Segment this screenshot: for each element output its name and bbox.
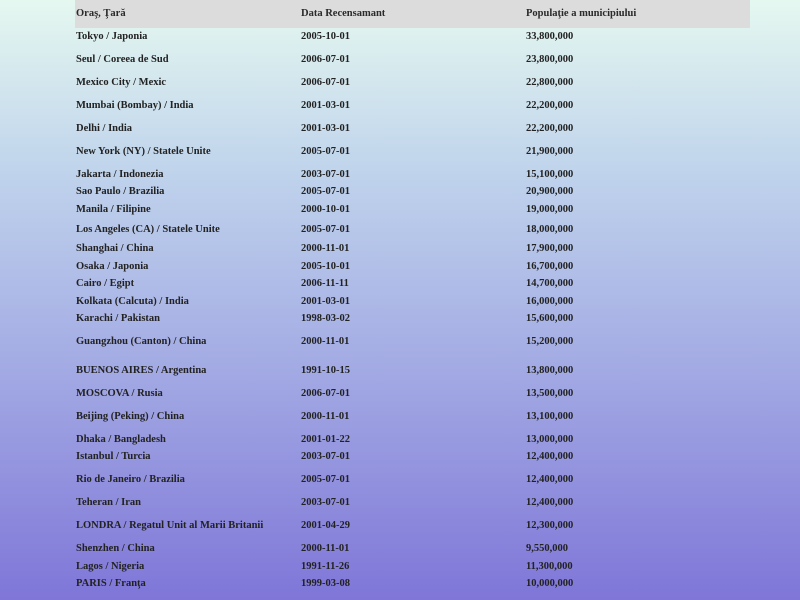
cell-population: 22,800,000 xyxy=(526,77,574,88)
cell-census-date: 2001-04-29 xyxy=(301,520,350,531)
cell-city-country: MOSCOVA / Rusia xyxy=(76,388,163,399)
table-row xyxy=(75,144,750,160)
cell-census-date: 2006-07-01 xyxy=(301,77,350,88)
cell-census-date: 2006-11-11 xyxy=(301,278,349,289)
cell-city-country: Beijing (Peking) / China xyxy=(76,411,185,422)
table-row xyxy=(75,294,750,310)
cell-population: 15,100,000 xyxy=(526,169,574,180)
cell-census-date: 2001-03-01 xyxy=(301,296,350,307)
cell-city-country: Dhaka / Bangladesh xyxy=(76,434,166,445)
cell-population: 13,100,000 xyxy=(526,411,574,422)
table-row xyxy=(75,449,750,465)
cell-census-date: 2005-07-01 xyxy=(301,224,350,235)
cell-city-country: Mexico City / Mexic xyxy=(76,77,167,88)
cell-city-country: PARIS / Franţa xyxy=(76,578,146,589)
cell-city-country: Shanghai / China xyxy=(76,243,154,254)
cell-population: 21,900,000 xyxy=(526,146,574,157)
cell-census-date: 2005-10-01 xyxy=(301,31,350,42)
cell-population: 18,000,000 xyxy=(526,224,574,235)
header-city-country: Oraş, Ţară xyxy=(76,8,126,19)
table-row xyxy=(75,98,750,114)
table-row xyxy=(75,311,750,327)
cell-city-country: Tokyo / Japonia xyxy=(76,31,148,42)
cell-population: 16,000,000 xyxy=(526,296,574,307)
table-row xyxy=(75,409,750,425)
cell-census-date: 2000-11-01 xyxy=(301,543,350,554)
city-population-table xyxy=(75,0,750,600)
cell-city-country: Karachi / Pakistan xyxy=(76,313,161,324)
table-row xyxy=(75,202,750,218)
cell-population: 22,200,000 xyxy=(526,100,574,111)
cell-population: 15,200,000 xyxy=(526,336,574,347)
cell-city-country: BUENOS AIRES / Argentina xyxy=(76,365,207,376)
cell-population: 17,900,000 xyxy=(526,243,574,254)
cell-population: 12,300,000 xyxy=(526,520,574,531)
cell-census-date: 2003-07-01 xyxy=(301,451,350,462)
cell-population: 23,800,000 xyxy=(526,54,574,65)
cell-population: 20,900,000 xyxy=(526,186,574,197)
table-row xyxy=(75,518,750,534)
header-population: Populaţie a municipiului xyxy=(526,8,637,19)
cell-census-date: 2001-01-22 xyxy=(301,434,350,445)
table-row xyxy=(75,29,750,45)
cell-census-date: 2005-07-01 xyxy=(301,186,350,197)
cell-city-country: Shenzhen / China xyxy=(76,543,155,554)
table-row xyxy=(75,121,750,137)
cell-census-date: 2000-10-01 xyxy=(301,204,350,215)
cell-city-country: Guangzhou (Canton) / China xyxy=(76,336,207,347)
cell-city-country: Mumbai (Bombay) / India xyxy=(76,100,194,111)
table-row xyxy=(75,576,750,592)
cell-city-country: Istanbul / Turcia xyxy=(76,451,151,462)
table-header xyxy=(75,0,750,28)
cell-census-date: 2005-10-01 xyxy=(301,261,350,272)
table-row xyxy=(75,559,750,575)
cell-city-country: Seul / Coreea de Sud xyxy=(76,54,169,65)
cell-census-date: 2003-07-01 xyxy=(301,497,350,508)
cell-census-date: 2000-11-01 xyxy=(301,243,350,254)
cell-city-country: Sao Paulo / Brazilia xyxy=(76,186,165,197)
cell-population: 16,700,000 xyxy=(526,261,574,272)
cell-city-country: New York (NY) / Statele Unite xyxy=(76,146,211,157)
cell-population: 13,800,000 xyxy=(526,365,574,376)
cell-population: 12,400,000 xyxy=(526,474,574,485)
cell-city-country: Kolkata (Calcuta) / India xyxy=(76,296,189,307)
cell-census-date: 2000-11-01 xyxy=(301,411,350,422)
table-row xyxy=(75,222,750,238)
cell-population: 33,800,000 xyxy=(526,31,574,42)
table-row xyxy=(75,167,750,183)
cell-census-date: 2000-11-01 xyxy=(301,336,350,347)
cell-census-date: 1991-10-15 xyxy=(301,365,350,376)
cell-census-date: 2003-07-01 xyxy=(301,169,350,180)
table-row xyxy=(75,52,750,68)
cell-city-country: Osaka / Japonia xyxy=(76,261,149,272)
cell-census-date: 2001-03-01 xyxy=(301,123,350,134)
cell-city-country: LONDRA / Regatul Unit al Marii Britanii xyxy=(76,520,264,531)
table-row xyxy=(75,75,750,91)
cell-census-date: 2001-03-01 xyxy=(301,100,350,111)
table-row xyxy=(75,472,750,488)
cell-census-date: 2005-07-01 xyxy=(301,146,350,157)
cell-city-country: Manila / Filipine xyxy=(76,204,151,215)
cell-census-date: 2006-07-01 xyxy=(301,54,350,65)
cell-population: 12,400,000 xyxy=(526,497,574,508)
cell-population: 13,500,000 xyxy=(526,388,574,399)
cell-census-date: 2006-07-01 xyxy=(301,388,350,399)
table-row xyxy=(75,363,750,379)
table-row xyxy=(75,432,750,448)
cell-census-date: 2005-07-01 xyxy=(301,474,350,485)
table-row xyxy=(75,241,750,257)
table-row xyxy=(75,184,750,200)
cell-census-date: 1999-03-08 xyxy=(301,578,350,589)
cell-population: 13,000,000 xyxy=(526,434,574,445)
cell-city-country: Los Angeles (CA) / Statele Unite xyxy=(76,224,220,235)
cell-population: 14,700,000 xyxy=(526,278,574,289)
cell-census-date: 1998-03-02 xyxy=(301,313,350,324)
table-row xyxy=(75,334,750,350)
cell-population: 11,300,000 xyxy=(526,561,573,572)
table-row xyxy=(75,541,750,557)
cell-census-date: 1991-11-26 xyxy=(301,561,350,572)
table-row xyxy=(75,276,750,292)
cell-population: 19,000,000 xyxy=(526,204,574,215)
table-row xyxy=(75,495,750,511)
cell-city-country: Cairo / Egipt xyxy=(76,278,135,289)
cell-population: 12,400,000 xyxy=(526,451,574,462)
header-census-date: Data Recensamant xyxy=(301,8,386,19)
cell-population: 10,000,000 xyxy=(526,578,574,589)
cell-city-country: Jakarta / Indonezia xyxy=(76,169,164,180)
cell-population: 15,600,000 xyxy=(526,313,574,324)
cell-population: 22,200,000 xyxy=(526,123,574,134)
table-row xyxy=(75,386,750,402)
cell-city-country: Lagos / Nigeria xyxy=(76,561,145,572)
cell-population: 9,550,000 xyxy=(526,543,568,554)
table-row xyxy=(75,259,750,275)
cell-city-country: Teheran / Iran xyxy=(76,497,141,508)
cell-city-country: Rio de Janeiro / Brazilia xyxy=(76,474,185,485)
cell-city-country: Delhi / India xyxy=(76,123,133,134)
